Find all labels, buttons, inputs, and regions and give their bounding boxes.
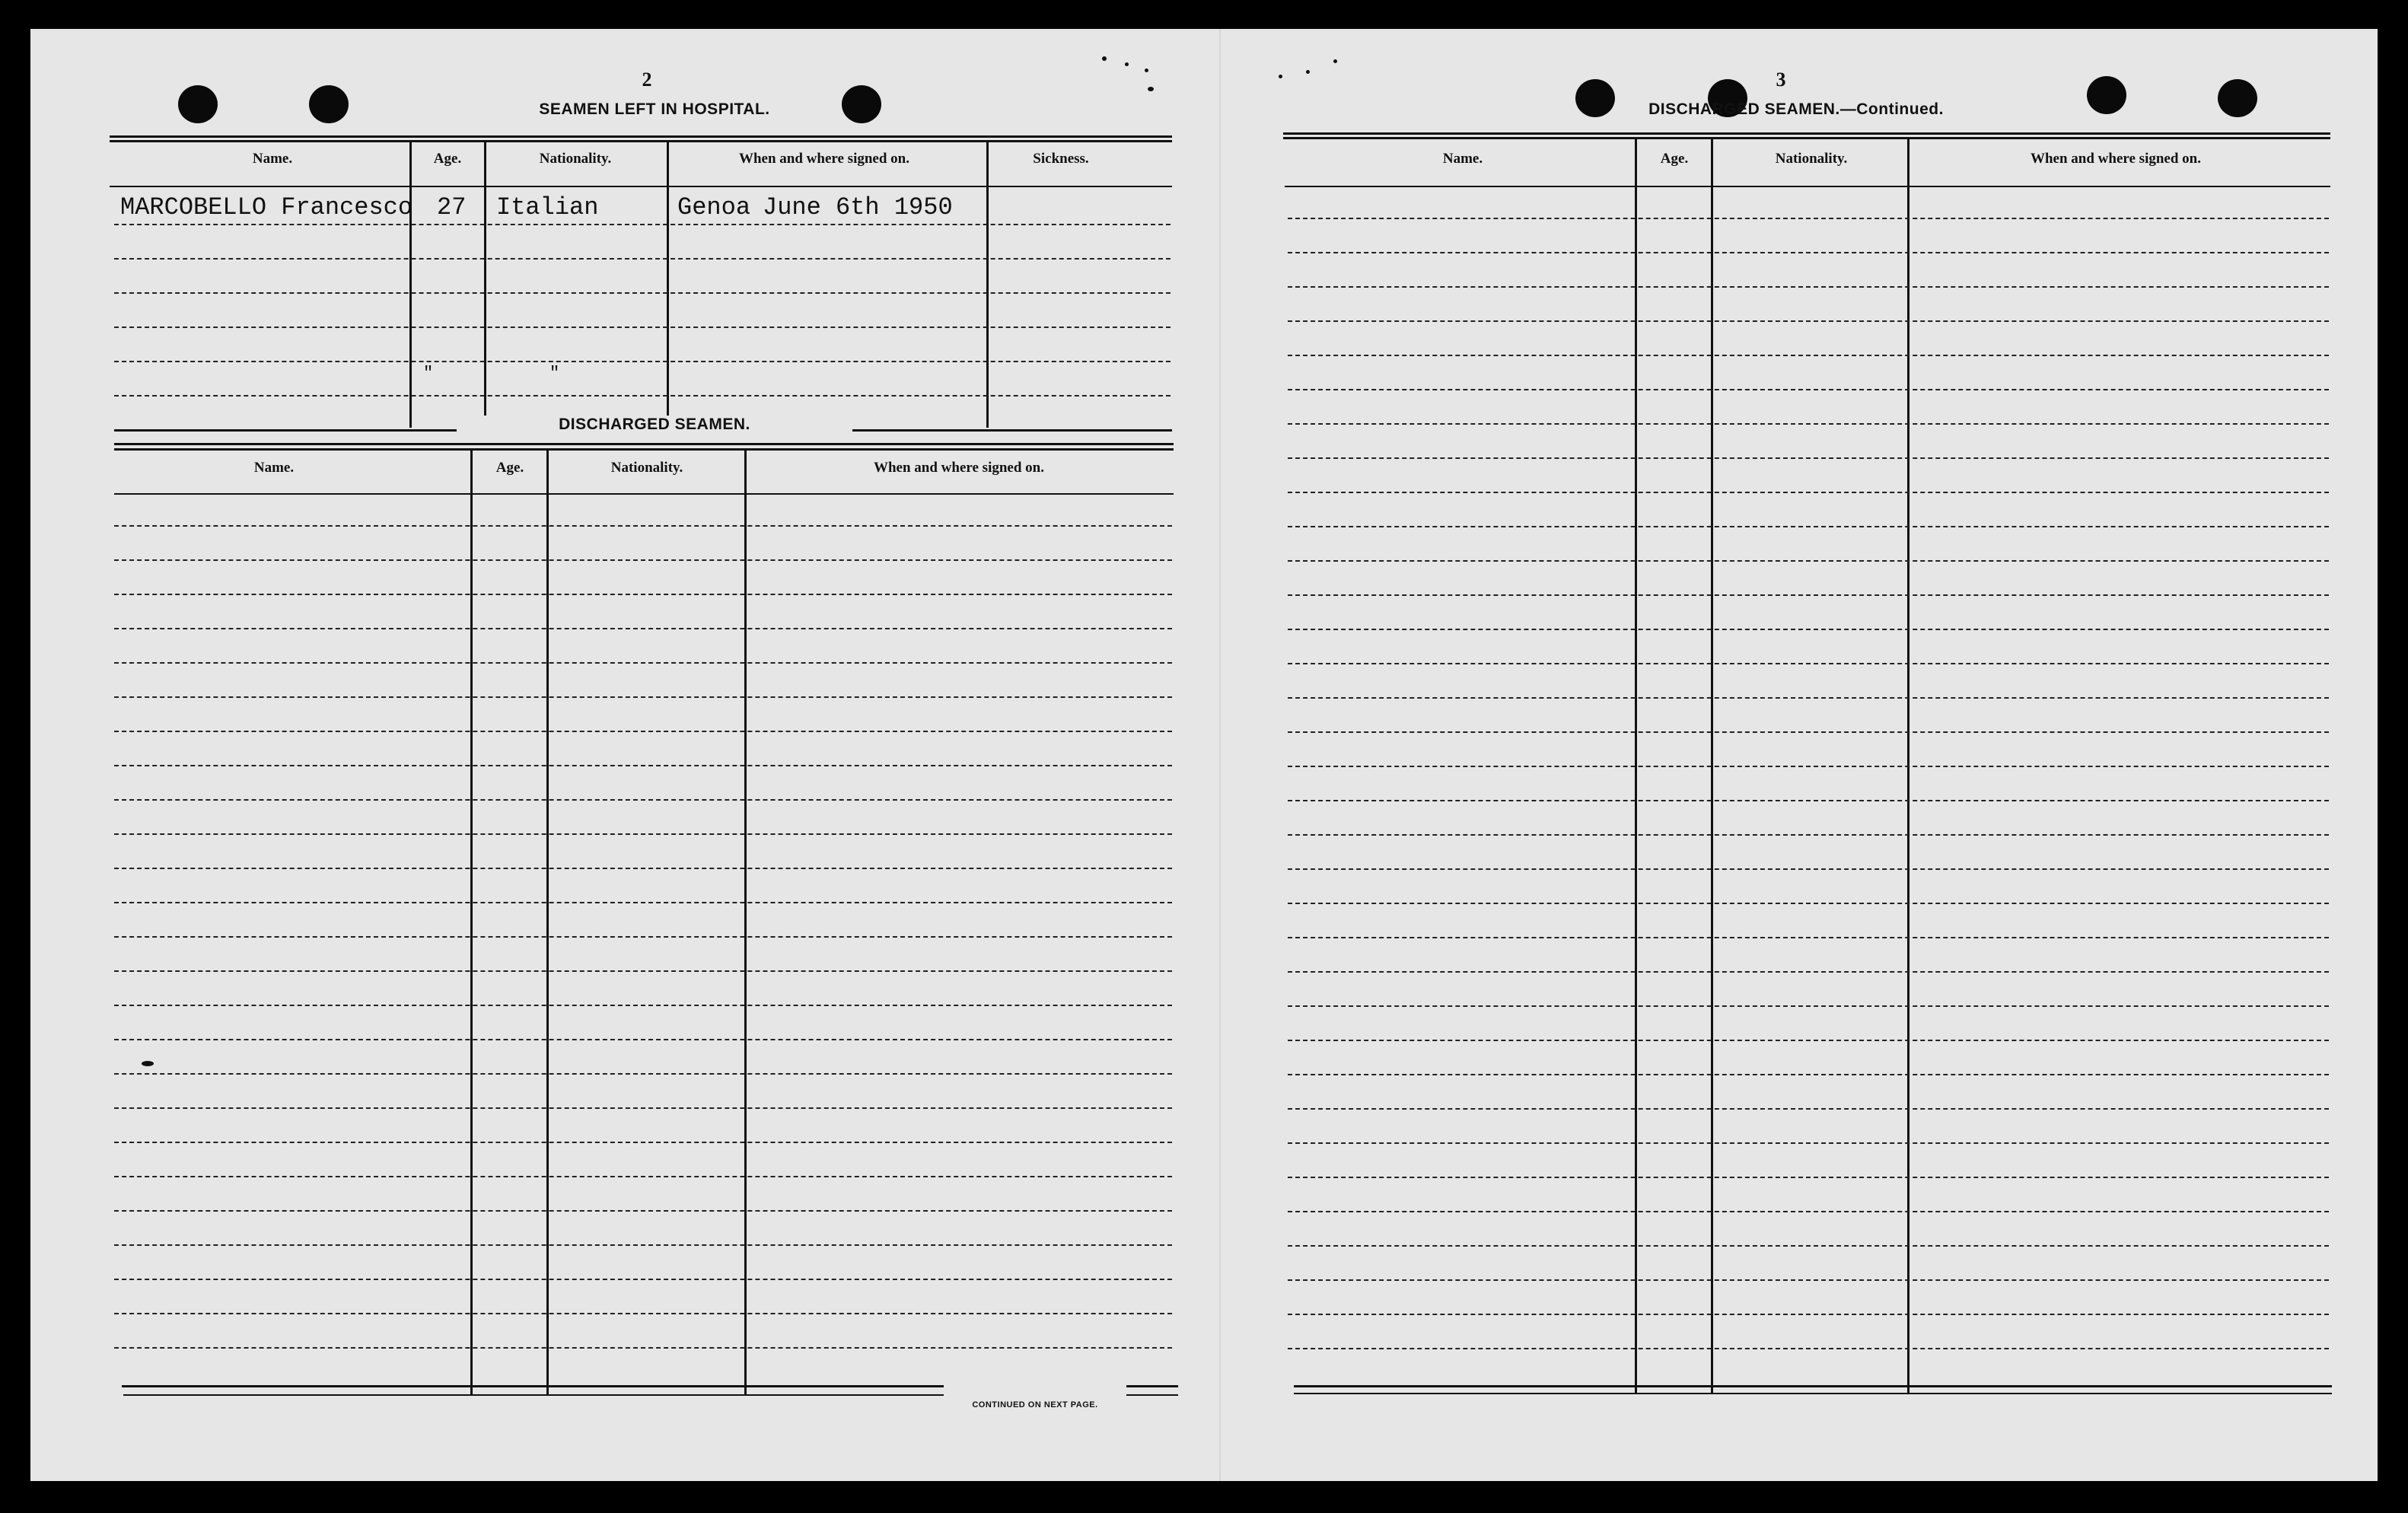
column-divider	[667, 140, 669, 428]
ruled-line	[1288, 320, 2329, 322]
ruled-line	[114, 696, 1172, 698]
col-header-age: Age.	[433, 151, 462, 167]
ruled-line	[1288, 457, 2329, 459]
top-rule	[1283, 137, 2330, 139]
ruled-line	[114, 868, 1172, 869]
hospital-section-title: SEAMEN LEFT IN HOSPITAL.	[539, 100, 770, 118]
ruled-line	[1288, 766, 2329, 767]
ruled-line	[1288, 1005, 2329, 1007]
ruled-line	[1288, 355, 2329, 356]
page-number: 2	[642, 68, 652, 91]
ruled-line	[114, 799, 1172, 801]
continued-note: CONTINUED ON NEXT PAGE.	[944, 1378, 1126, 1409]
col-header-sickness: Sickness.	[1033, 151, 1089, 167]
ruled-line	[1288, 629, 2329, 630]
ruled-line	[1288, 663, 2329, 664]
ruled-line	[114, 395, 1171, 397]
discharged-continued-title: DISCHARGED SEAMEN.—Continued.	[1648, 100, 1944, 118]
paper-speck	[1102, 56, 1107, 61]
col-header-signed-on: When and where signed on.	[2030, 151, 2201, 167]
ruled-line	[1288, 971, 2329, 973]
ruled-line	[114, 731, 1172, 732]
entry-port: Genoa	[677, 193, 751, 221]
ruled-line	[1288, 218, 2329, 219]
ruled-line	[1288, 1211, 2329, 1212]
ruled-line	[1288, 389, 2329, 390]
ruled-line	[1288, 697, 2329, 699]
header-rule	[114, 493, 1174, 495]
ruled-line	[1288, 594, 2329, 596]
top-rule	[110, 140, 1172, 142]
ruled-line	[114, 970, 1172, 972]
ruled-line	[114, 1039, 1172, 1040]
paper-speck	[1148, 87, 1154, 91]
ruled-line	[1288, 1279, 2329, 1281]
punch-hole	[2218, 79, 2257, 117]
column-divider	[546, 451, 549, 1394]
manifest-sheet	[30, 29, 2378, 1481]
ruled-line	[1288, 526, 2329, 527]
ruled-line	[114, 1279, 1172, 1280]
ruled-line	[114, 1313, 1172, 1314]
col-header-name: Name.	[1442, 151, 1483, 167]
ruled-line	[1288, 423, 2329, 425]
ruled-line	[114, 765, 1172, 766]
ruled-line	[114, 559, 1172, 561]
paper-speck	[1125, 62, 1129, 66]
ruled-line	[114, 361, 1171, 362]
page-number: 3	[1776, 68, 1786, 91]
ruled-line	[1288, 492, 2329, 493]
ruled-line	[1288, 1314, 2329, 1315]
ruled-line	[114, 1176, 1172, 1177]
ruled-line	[114, 902, 1172, 903]
ruled-line	[1288, 834, 2329, 836]
ruled-line	[114, 224, 1171, 225]
bottom-rule	[1294, 1385, 2332, 1387]
ruled-line	[1288, 731, 2329, 733]
bottom-rule	[1294, 1393, 2332, 1394]
ruled-line	[1288, 903, 2329, 904]
ruled-line	[114, 1244, 1172, 1246]
col-header-name: Name.	[252, 151, 293, 167]
header-rule	[1285, 186, 2330, 187]
ruled-line	[1288, 560, 2329, 562]
header-rule	[110, 186, 1172, 187]
entry-age: 27	[437, 193, 467, 221]
column-divider	[744, 451, 747, 1394]
ruled-line	[1288, 1245, 2329, 1247]
ruled-line	[1288, 937, 2329, 938]
punch-hole	[2087, 76, 2126, 114]
col-header-signed-on: When and where signed on.	[873, 460, 1044, 476]
paper-speck	[142, 1061, 154, 1066]
ruled-line	[1288, 1074, 2329, 1075]
col-header-nationality: Nationality.	[1775, 151, 1848, 167]
ruled-line	[1288, 1142, 2329, 1144]
ruled-line	[114, 326, 1171, 328]
ruled-line	[114, 1005, 1172, 1006]
col-header-signed-on: When and where signed on.	[738, 151, 909, 167]
top-rule	[1283, 132, 2330, 135]
col-header-nationality: Nationality.	[539, 151, 612, 167]
ruled-line	[114, 594, 1172, 595]
discharged-section-title: DISCHARGED SEAMEN.	[457, 416, 852, 434]
top-rule	[110, 135, 1172, 138]
column-divider	[470, 451, 473, 1394]
paper-speck	[1145, 68, 1148, 72]
ruled-line	[114, 833, 1172, 835]
ruled-line	[1288, 1040, 2329, 1041]
entry-name: MARCOBELLO Francesco	[120, 193, 413, 221]
paper-speck	[1279, 75, 1282, 78]
ruled-line	[1288, 1108, 2329, 1110]
paper-speck	[1306, 70, 1310, 74]
entry-nationality: Italian	[496, 193, 599, 221]
col-header-name: Name.	[253, 460, 295, 476]
ruled-line	[1288, 868, 2329, 870]
ruled-line	[114, 292, 1171, 294]
punch-hole	[309, 85, 349, 123]
col-header-age: Age.	[495, 460, 524, 476]
ruled-line	[114, 1073, 1172, 1075]
ruled-line	[114, 258, 1171, 260]
ruled-line	[1288, 286, 2329, 288]
ditto-mark: "	[423, 364, 434, 383]
column-divider	[986, 140, 989, 428]
ruled-line	[1288, 1348, 2329, 1349]
ruled-line	[1288, 252, 2329, 253]
ruled-line	[1288, 800, 2329, 801]
section-rule	[114, 448, 1174, 451]
column-divider	[484, 140, 486, 428]
punch-hole	[178, 85, 218, 123]
col-header-nationality: Nationality.	[610, 460, 683, 476]
ruled-line	[114, 936, 1172, 938]
ruled-line	[114, 1142, 1172, 1143]
ruled-line	[114, 525, 1172, 527]
section-rule	[114, 443, 1174, 445]
page-fold	[1219, 29, 1221, 1481]
column-divider	[409, 140, 412, 428]
ruled-line	[114, 1210, 1172, 1212]
paper-speck	[1333, 59, 1337, 63]
ruled-line	[114, 628, 1172, 629]
ruled-line	[114, 662, 1172, 664]
ruled-line	[1288, 1177, 2329, 1178]
entry-date: June 6th 1950	[763, 193, 953, 221]
ruled-line	[114, 1347, 1172, 1349]
col-header-age: Age.	[1660, 151, 1689, 167]
ditto-mark: "	[549, 364, 560, 383]
ruled-line	[114, 1107, 1172, 1109]
